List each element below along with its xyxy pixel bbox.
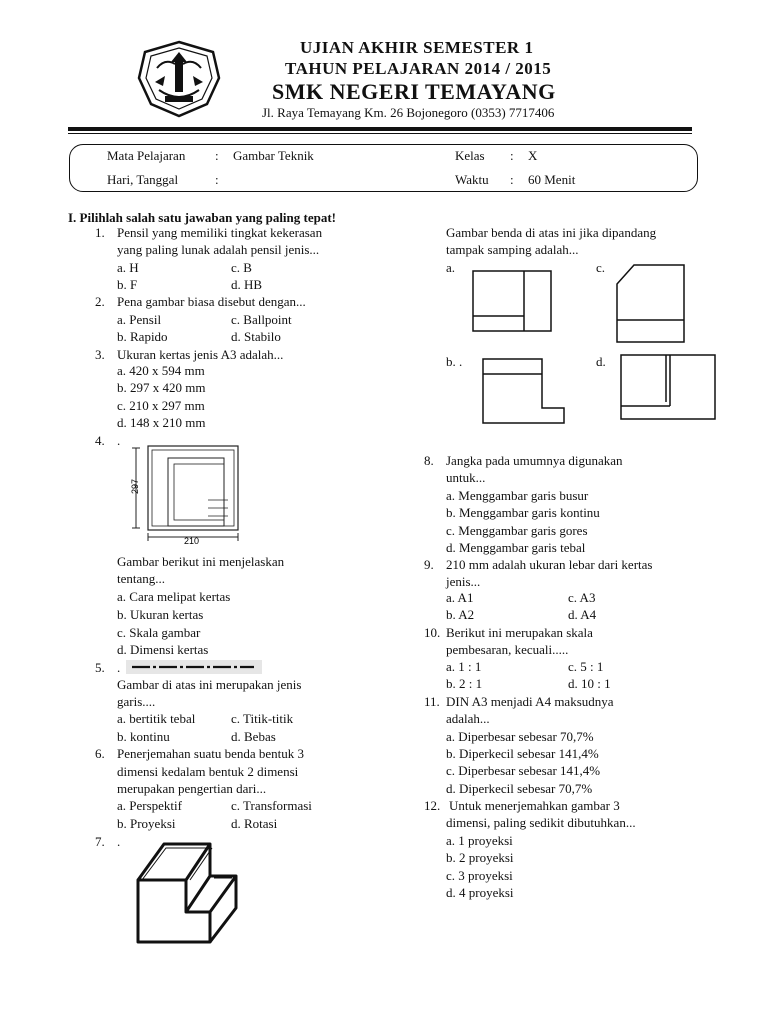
q8-option-b[interactable]: b. Menggambar garis kontinu — [446, 505, 600, 520]
q7-option-c[interactable]: c. — [596, 260, 606, 275]
subject-value: Gambar Teknik — [233, 148, 314, 163]
q9-number: 9. — [424, 557, 434, 572]
q1-option-d[interactable]: d. HB — [231, 277, 263, 292]
q12-text-line1: Untuk menerjemahkan gambar 3 — [449, 798, 620, 813]
q3-option-d[interactable]: d. 148 x 210 mm — [117, 415, 206, 430]
q12-option-b[interactable]: b. 2 proyeksi — [446, 850, 514, 865]
q7-option-b[interactable]: b. . — [446, 354, 463, 369]
q7-option-b-figure[interactable] — [482, 358, 566, 424]
q3-option-b[interactable]: b. 297 x 420 mm — [117, 380, 206, 395]
q8-option-a[interactable]: a. Menggambar garis busur — [446, 488, 589, 503]
q8-number: 8. — [424, 453, 434, 468]
q5-text-line1: Gambar di atas ini merupakan jenis — [117, 677, 302, 692]
q7-text-line1: Gambar benda di atas ini jika dipandang — [446, 225, 657, 240]
class-value: X — [528, 148, 538, 163]
q11-text-line2: adalah... — [446, 711, 490, 726]
q6-option-b[interactable]: b. Proyeksi — [117, 816, 176, 831]
q4-option-c[interactable]: c. Skala gambar — [117, 625, 201, 640]
q9-text-line1: 210 mm adalah ukuran lebar dari kertas — [446, 557, 653, 572]
q6-number: 6. — [95, 746, 105, 761]
q7-option-d-figure[interactable] — [620, 354, 716, 420]
3d-object-figure — [128, 836, 250, 948]
subject-label: Mata Pelajaran — [107, 148, 186, 163]
q1-option-a[interactable]: a. H — [117, 260, 139, 275]
q9-option-b[interactable]: b. A2 — [446, 607, 475, 622]
time-colon: : — [510, 172, 514, 187]
q5-option-d[interactable]: d. Bebas — [231, 729, 276, 744]
q4-dot: . — [117, 433, 121, 448]
q11-option-b[interactable]: b. Diperkecil sebesar 141,4% — [446, 746, 599, 761]
q9-option-d[interactable]: d. A4 — [568, 607, 597, 622]
q7-option-a-figure[interactable] — [472, 270, 554, 332]
q9-option-c[interactable]: c. A3 — [568, 590, 596, 605]
q10-option-d[interactable]: d. 10 : 1 — [568, 676, 611, 691]
q6-text-line2: dimensi kedalam bentuk 2 dimensi — [117, 764, 299, 779]
q7-option-c-figure[interactable] — [616, 264, 686, 344]
q11-text-line1: DIN A3 menjadi A4 maksudnya — [446, 694, 614, 709]
q5-text-line2: garis.... — [117, 694, 156, 709]
time-value: 60 Menit — [528, 172, 576, 187]
header-rule-thin — [68, 133, 692, 134]
q7-dot: . — [117, 834, 121, 849]
q5-option-a[interactable]: a. bertitik tebal — [117, 711, 196, 726]
date-label: Hari, Tanggal — [107, 172, 179, 187]
q5-option-b[interactable]: b. kontinu — [117, 729, 170, 744]
q2-option-b[interactable]: b. Rapido — [117, 329, 168, 344]
school-logo — [135, 38, 223, 118]
q4-number: 4. — [95, 433, 105, 448]
exam-title: UJIAN AKHIR SEMESTER 1 — [300, 38, 534, 57]
q11-option-d[interactable]: d. Diperkecil sebesar 70,7% — [446, 781, 593, 796]
q12-option-a[interactable]: a. 1 proyeksi — [446, 833, 513, 848]
header-rule-thick — [68, 127, 692, 131]
q6-option-a[interactable]: a. Perspektif — [117, 798, 182, 813]
time-label: Waktu — [455, 172, 489, 187]
academic-year: TAHUN PELAJARAN 2014 / 2015 — [285, 59, 552, 78]
q8-text-line2: untuk... — [446, 470, 486, 485]
q7-number: 7. — [95, 834, 105, 849]
subject-colon: : — [215, 148, 219, 163]
q10-option-c[interactable]: c. 5 : 1 — [568, 659, 604, 674]
q12-option-c[interactable]: c. 3 proyeksi — [446, 868, 513, 883]
q9-option-a[interactable]: a. A1 — [446, 590, 474, 605]
q8-option-c[interactable]: c. Menggambar garis gores — [446, 523, 588, 538]
q4-text-line2: tentang... — [117, 571, 166, 586]
q4-option-d[interactable]: d. Dimensi kertas — [117, 642, 209, 657]
q5-dot: . — [117, 660, 121, 675]
section-title: I. Pilihlah salah satu jawaban yang paling tepat! — [68, 210, 337, 225]
q6-option-c[interactable]: c. Transformasi — [231, 798, 312, 813]
q1-option-b[interactable]: b. F — [117, 277, 138, 292]
dim-210: 210 — [184, 536, 200, 546]
q7-option-a[interactable]: a. — [446, 260, 456, 275]
q3-option-a[interactable]: a. 420 x 594 mm — [117, 363, 205, 378]
class-label: Kelas — [455, 148, 485, 163]
q3-text-line1: Ukuran kertas jenis A3 adalah... — [117, 347, 284, 362]
q2-option-c[interactable]: c. Ballpoint — [231, 312, 292, 327]
q12-number: 12. — [424, 798, 441, 813]
q10-text-line1: Berikut ini merupakan skala — [446, 625, 593, 640]
q7-option-d[interactable]: d. — [596, 354, 606, 369]
q4-text-line1: Gambar berikut ini menjelaskan — [117, 554, 285, 569]
q3-option-c[interactable]: c. 210 x 297 mm — [117, 398, 205, 413]
q11-number: 11. — [424, 694, 440, 709]
q1-option-c[interactable]: c. B — [231, 260, 252, 275]
q10-option-b[interactable]: b. 2 : 1 — [446, 676, 483, 691]
q7-text-line2: tampak samping adalah... — [446, 242, 579, 257]
q8-option-d[interactable]: d. Menggambar garis tebal — [446, 540, 586, 555]
q4-option-a[interactable]: a. Cara melipat kertas — [117, 589, 231, 604]
q1-number: 1. — [95, 225, 105, 240]
q2-option-d[interactable]: d. Stabilo — [231, 329, 281, 344]
q10-text-line2: pembesaran, kecuali..... — [446, 642, 569, 657]
q10-option-a[interactable]: a. 1 : 1 — [446, 659, 482, 674]
q1-text-line1: Pensil yang memiliki tingkat kekerasan — [117, 225, 323, 240]
q12-option-d[interactable]: d. 4 proyeksi — [446, 885, 514, 900]
q2-option-a[interactable]: a. Pensil — [117, 312, 162, 327]
q5-number: 5. — [95, 660, 105, 675]
q6-option-d[interactable]: d. Rotasi — [231, 816, 278, 831]
date-colon: : — [215, 172, 219, 187]
dim-297: 297 — [130, 478, 140, 494]
dash-dot-line-figure — [126, 660, 262, 674]
q8-text-line1: Jangka pada umumnya digunakan — [446, 453, 623, 468]
q3-number: 3. — [95, 347, 105, 362]
q6-text-line3: merupakan pengertian dari... — [117, 781, 267, 796]
q6-text-line1: Penerjemahan suatu benda bentuk 3 — [117, 746, 304, 761]
q2-text-line1: Pena gambar biasa disebut dengan... — [117, 294, 306, 309]
q10-number: 10. — [424, 625, 441, 640]
q1-text-line2: yang paling lunak adalah pensil jenis... — [117, 242, 320, 257]
q5-option-c[interactable]: c. Titik-titik — [231, 711, 294, 726]
q12-text-line2: dimensi, paling sedikit dibutuhkan... — [446, 815, 636, 830]
q11-option-c[interactable]: c. Diperbesar sebesar 141,4% — [446, 763, 601, 778]
q11-option-a[interactable]: a. Diperbesar sebesar 70,7% — [446, 729, 594, 744]
paper-folding-figure — [128, 440, 246, 546]
q4-option-b[interactable]: b. Ukuran kertas — [117, 607, 204, 622]
q2-number: 2. — [95, 294, 105, 309]
class-colon: : — [510, 148, 514, 163]
school-name: SMK NEGERI TEMAYANG — [272, 79, 556, 104]
school-address: Jl. Raya Temayang Km. 26 Bojonegoro (0353) 7717406 — [262, 105, 555, 120]
q9-text-line2: jenis... — [446, 574, 481, 589]
